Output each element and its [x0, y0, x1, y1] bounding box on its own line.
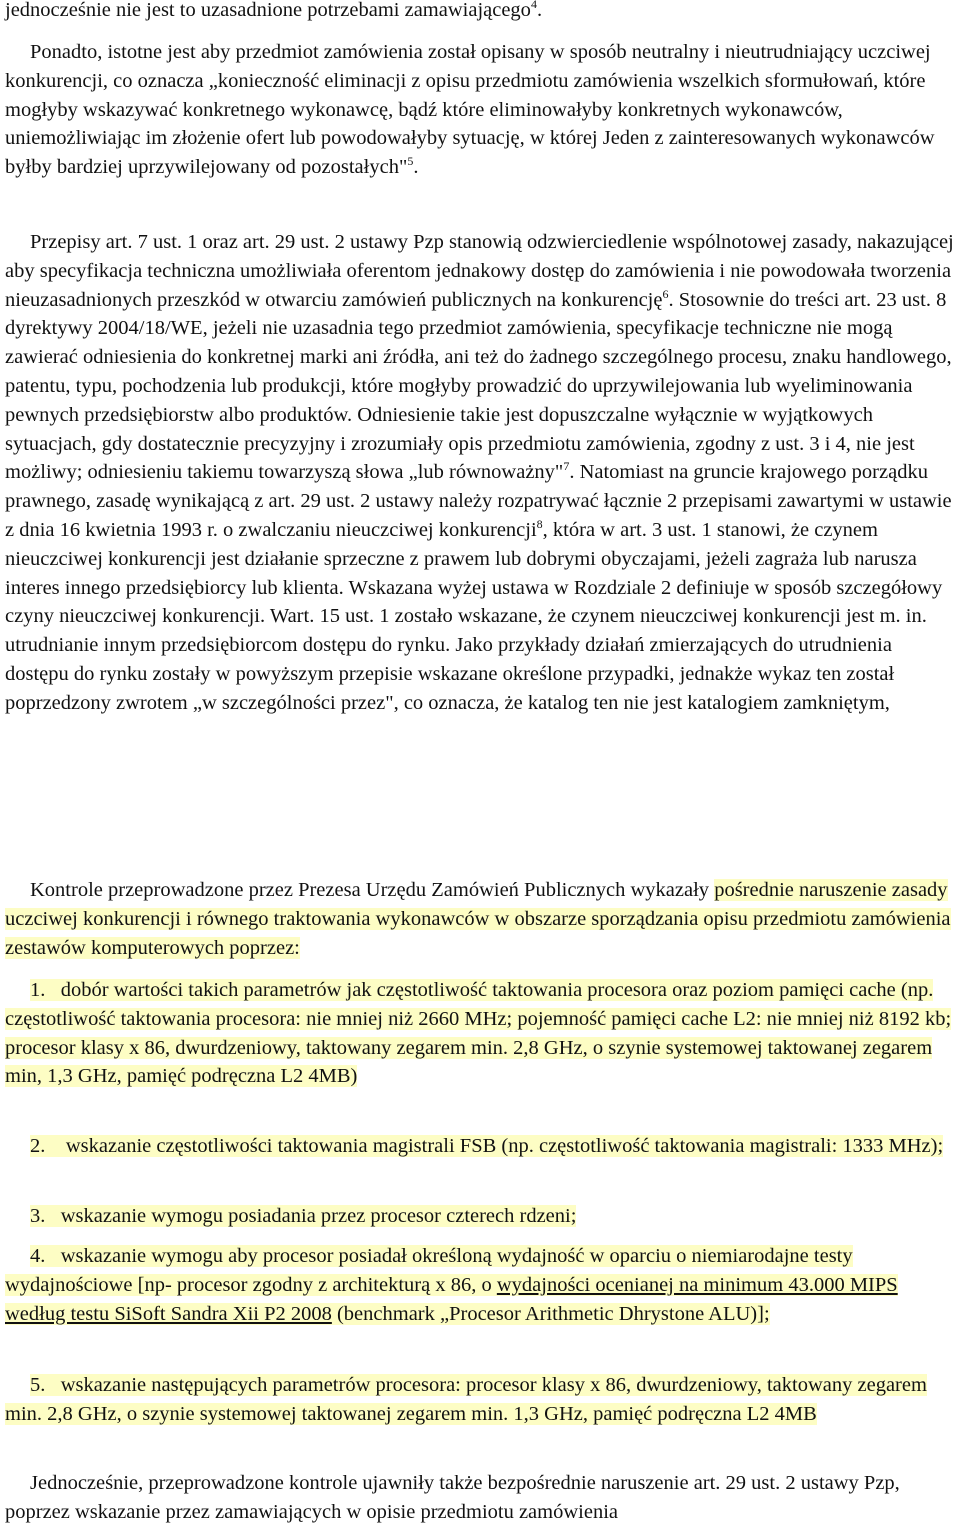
paragraph-text: , która w art. 3 ust. 1 stanowi, że czynem nieuczciwej konkurencji jest działanie sprzeczne z prawem lub dobrymi obyczajami, jeżeli zagraża lub narusza interes innego przedsiębiorcy lub klienta. Wskazana wyżej ustawa w Rozdziale 2 definiuje w sposób szczegółowy czyny nieuczciwej konkurencji. Wart. 15 ust. 1 zostało wskazane, że czynem nieuczciwej konkurencji jest m. in. utrudnianie innym przedsiębiorcom dostępu do rynku. Jako przykłady działań zmierzających do utrudnienia dostępu do rynku zostały w powyższym przepisie wskazane określone przypadki, jednakże wykaz ten został poprzedzony zwrotem „w szczególności przez", co oznacza, że katalog ten nie jest katalogiem zamkniętym, — [5, 518, 943, 714]
paragraph-text: Ponadto, istotne jest aby przedmiot zamówienia został opisany w sposób neutralny i nieutrudniający uczciwej konkurencji, co oznacza „konieczność eliminacji z opisu przedmiotu zamówienia wszelkich sformułowań, które mogłyby wskazywać konkretnego wykonawcę, bądź które eliminowałyby konkretnych wykonawców, uniemożliwiając im złożenie ofert lub powodowałyby sytuację, w której Jeden z zainteresowanych wykonawców byłby bardziej uprzywilejowany od pozostałych" — [5, 41, 935, 179]
paragraph-text: Przepisy art. 7 ust. 1 oraz art. 29 ust. 2 ustawy Pzp stanowią odzwierciedlenie wspólnotowej zasady, nakazującej aby specyfikacja techniczna umożliwiała oferentom jednakowy dostęp do zamówienia i nie powodowała tworzenia nieuzasadnionych przeszkód w otwarciu zamówień publicznych na konkurencję — [5, 231, 954, 311]
paragraph-continuation — [5, 0, 955, 25]
underlined-text: wydajności ocenianej na minimum 43.000 MIPS według testu SiSoft Sandra Xii P2 2008 — [5, 1273, 898, 1325]
paragraph-text: jednocześnie nie jest to uzasadnione potrzebami zamawiającego — [5, 0, 531, 21]
list-item — [5, 1242, 955, 1328]
list-item-text: dobór wartości takich parametrów jak częstotliwość taktowania procesora oraz poziom pamięci cache (np. częstotliwość taktowania procesora: nie mniej niż 2660 MHz; pojemność pamięci cache L2: nie mniej niż 8192 kb; procesor klasy x 86, dwurdzeniowy, taktowany zegarem min. 2,8 GHz, o szynie systemowej taktowanej zegarem min, 1,3 GHz, pamięć podręczna L2 4MB) — [5, 979, 952, 1088]
list-item — [5, 1371, 955, 1429]
paragraph-legal-provisions — [5, 228, 955, 718]
footnote-ref: 5 — [407, 154, 414, 169]
list-item-text: wskazanie częstotliwości taktowania magistrali FSB (np. częstotliwość taktowania magistrali: 1333 MHz); — [65, 1135, 944, 1157]
list-item-text: (benchmark „Procesor Arithmetic Dhrystone ALU)]; — [331, 1302, 770, 1325]
highlighted-text: pośrednie naruszenie zasady uczciwej konkurencji i równego traktowania wykonawców w obszarze sporządzania opisu przedmiotu zamówienia zestawów komputerowych poprzez: — [5, 879, 951, 959]
highlighted-text — [5, 1245, 898, 1325]
footnote-ref: 6 — [662, 286, 669, 301]
paragraph-text: . — [413, 156, 419, 179]
highlighted-text — [30, 1205, 576, 1227]
list-item-number: 3. — [30, 1205, 46, 1227]
list-item-text: wskazanie wymogu aby procesor posiadał określoną wydajność w oparciu o niemiarodajne testy wydajnościowe [np- procesor zgodny z architekturą x 86, o — [5, 1245, 853, 1296]
list-item — [5, 1202, 955, 1231]
paragraph-text: . Stosownie do treści art. 23 ust. 8 dyrektywy 2004/18/WE, jeżeli nie uzasadnia tego przedmiot zamówienia, specyfikacje techniczne nie mogą zawierać odniesienia do konkretnej marki ani źródła, ani też do żadnego szczególnego procesu, znaku handlowego, patentu, typu, pochodzenia lub produkcji, które mogłyby prowadzić do uprzywilejowania lub wyeliminowania pewnych przedsiębiorstw albo produktów. Odniesienie takie jest dopuszczalne wyłącznie w wyjątkowych sytuacjach, gdy dostatecznie precyzyjny i zrozumiały opis przedmiotu zamówienia, zgodny z ust. 3 i 4, nie jest możliwy; odniesieniu takiemu towarzyszą słowa „lub równoważny" — [5, 288, 952, 484]
list-item-number: 2. — [30, 1135, 46, 1157]
list-item-text: wskazanie następujących parametrów procesora: procesor klasy x 86, dwurdzeniowy, taktowany zegarem min. 2,8 GHz, o szynie systemowej taktowanej zegarem min. 1,3 GHz, pamięć podręczna L2 4MB — [5, 1374, 927, 1425]
paragraph-text: . — [536, 0, 543, 21]
paragraph-neutral-description — [5, 38, 955, 182]
paragraph-controls-findings — [5, 876, 955, 962]
list-item — [5, 1132, 955, 1161]
list-item-number: 4. — [30, 1245, 46, 1267]
footnote-ref: 4 — [530, 0, 537, 12]
highlighted-text — [30, 1135, 943, 1157]
paragraph-text: Kontrole przeprowadzone przez Prezesa Urzędu Zamówień Publicznych wykazały — [30, 879, 710, 901]
paragraph-text: Jednocześnie, przeprowadzone kontrole ujawniły także bezpośrednie naruszenie art. 29 ust. 2 ustawy Pzp, poprzez wskazanie przez zamawiających w opisie przedmiotu zamówienia — [5, 1472, 900, 1523]
footnote-ref: 7 — [563, 459, 570, 474]
highlighted-text — [5, 979, 951, 1087]
list-item-text: wskazanie wymogu posiadania przez procesor czterech rdzeni; — [60, 1205, 577, 1227]
paragraph-text: . Natomiast na gruncie krajowego porządku prawnego, zasadę wynikającą z art. 29 ust. 2 ustawy należy rozpatrywać łącznie 2 przepisami zawartymi w ustawie z dnia 16 kwietnia 1993 r. o zwalczaniu nieuczciwej konkurencji — [5, 461, 952, 541]
list-item — [5, 976, 955, 1091]
list-item-number: 1. — [30, 979, 46, 1001]
list-item-number: 5. — [30, 1374, 46, 1396]
footnote-ref: 8 — [536, 517, 543, 532]
paragraph-direct-violation — [5, 1469, 955, 1527]
highlighted-text — [5, 1374, 927, 1425]
